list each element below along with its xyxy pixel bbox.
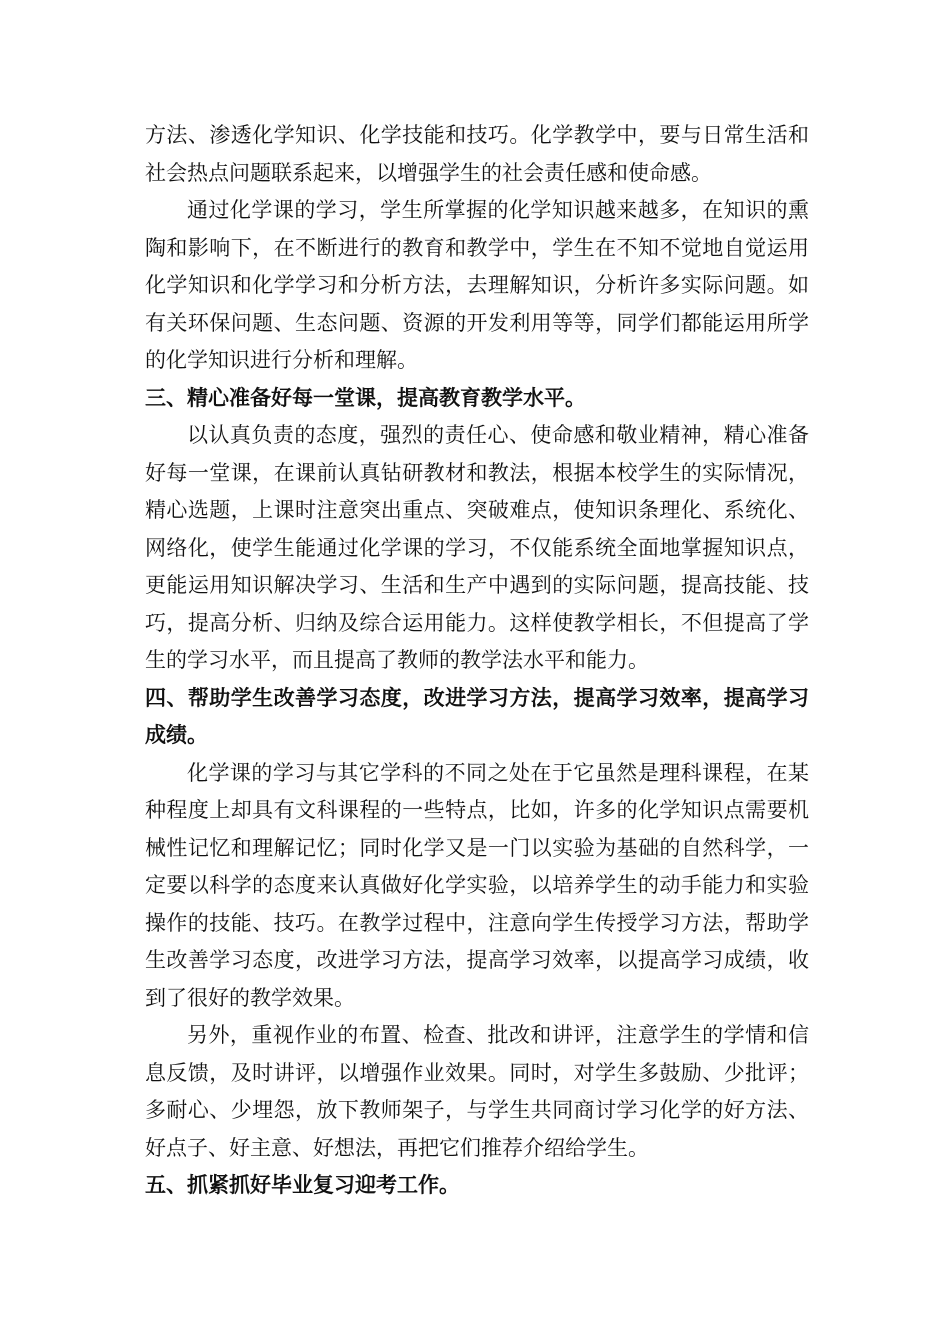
- paragraph-lesson-preparation: 以认真负责的态度，强烈的责任心、使命感和敬业精神，精心准备好每一堂课，在课前认真钻研教材和教法，根据本校学生的实际情况，精心选题，上课时注意突出重点、突破难点，使知识条理化、系统化、网络化，使学生能通过化学课的学习，不仅能系统全面地掌握知识点，更能运用知识解决学习、生活和生产中遇到的实际问题，提高技能、技巧，提高分析、归纳及综合运用能力。这样使教学相长，不但提高了学生的学习水平，而且提高了教师的教学法水平和能力。: [145, 423, 809, 672]
- paragraph-homework-feedback: 另外，重视作业的布置、检查、批改和讲评，注意学生的学情和信息反馈，及时讲评，以增强作业效果。同时，对学生多鼓励、少批评；多耐心、少埋怨，放下教师架子，与学生共同商讨学习化学的好方法、好点子、好主意、好想法，再把它们推荐介绍给学生。: [145, 1023, 809, 1160]
- section-heading-3: 三、精心准备好每一堂课，提高教育教学水平。: [145, 385, 586, 410]
- section-heading-4: 四、帮助学生改善学习态度，改进学习方法，提高学习效率，提高学习成绩。: [145, 685, 809, 747]
- paragraph-chemistry-knowledge: 通过化学课的学习，学生所掌握的化学知识越来越多，在知识的熏陶和影响下，在不断进行的教育和教学中，学生在不知不觉地自觉运用化学知识和化学学习和分析方法，去理解知识，分析许多实际问题。如有关环保问题、生态问题、资源的开发利用等等，同学们都能运用所学的化学知识进行分析和理解。: [145, 198, 809, 372]
- section-heading-5: 五、抓紧抓好毕业复习迎考工作。: [145, 1173, 460, 1197]
- document-body: [145, 117, 809, 1205]
- paragraph-learning-methods: 化学课的学习与其它学科的不同之处在于它虽然是理科课程，在某种程度上却具有文科课程的一些特点，比如，许多的化学知识点需要机械性记忆和理解记忆；同时化学又是一门以实验为基础的自然科学，一定要以科学的态度来认真做好化学实验，以培养学生的动手能力和实验操作的技能、技巧。在教学过程中，注意向学生传授学习方法，帮助学生改善学习态度，改进学习方法，提高学习效率，以提高学习成绩，收到了很好的教学效果。: [145, 760, 809, 1010]
- paragraph-continued: 方法、渗透化学知识、化学技能和技巧。化学教学中，要与日常生活和社会热点问题联系起来，以增强学生的社会责任感和使命感。: [145, 123, 809, 185]
